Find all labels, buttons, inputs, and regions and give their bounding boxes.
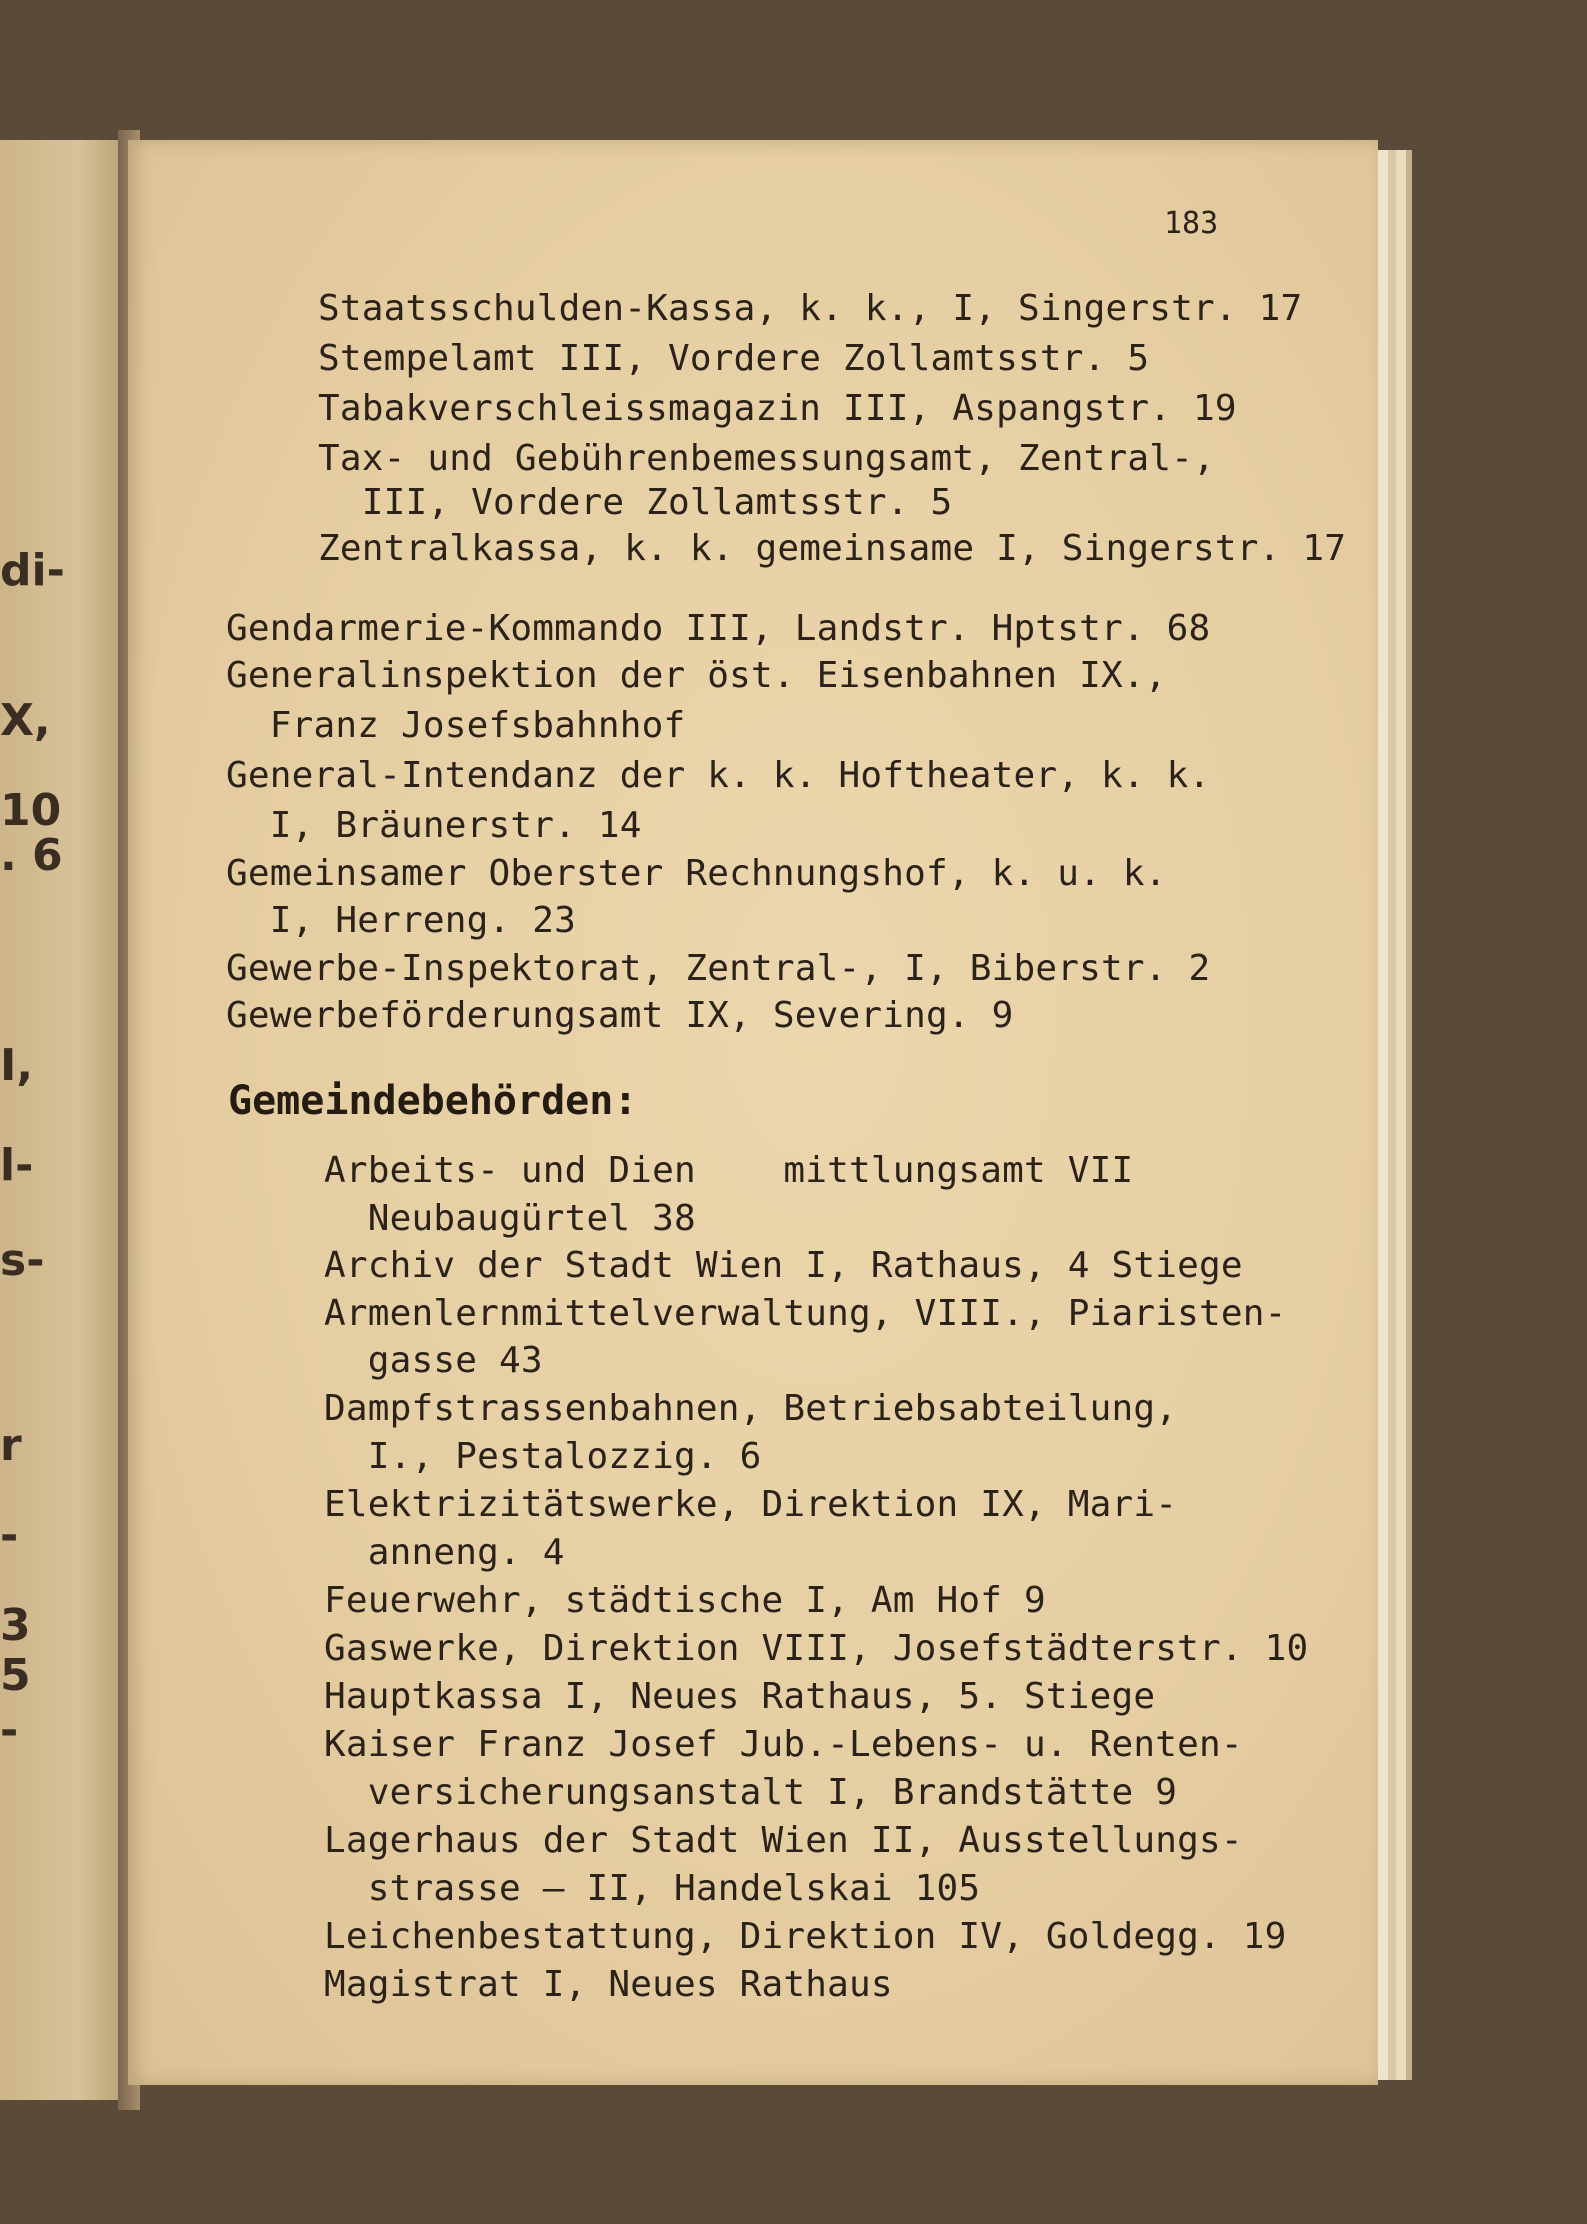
directory-entry: Leichenbestattung, Direktion IV, Goldegg. 19	[324, 1916, 1287, 1957]
left-page-fragment: r	[0, 1420, 22, 1471]
directory-entry-continuation: I, Bräunerstr. 14	[226, 805, 642, 846]
directory-entry-continuation: gasse 43	[324, 1340, 543, 1381]
section-heading: Gemeindebehörden:	[228, 1078, 638, 1124]
page-number: 183	[1164, 206, 1219, 241]
directory-entry: Kaiser Franz Josef Jub.-Lebens- u. Renten-	[324, 1724, 1243, 1765]
directory-entry: Feuerwehr, städtische I, Am Hof 9	[324, 1580, 1046, 1621]
left-page-fragment: 10	[0, 785, 62, 836]
left-page-fragment: s-	[0, 1235, 45, 1286]
directory-entry: Archiv der Stadt Wien I, Rathaus, 4 Stiege	[324, 1245, 1243, 1286]
directory-entry: Gewerbe-Inspektorat, Zentral-, I, Biberstr. 2	[226, 948, 1211, 989]
directory-entry: Tabakverschleissmagazin III, Aspangstr. 19	[318, 388, 1237, 429]
directory-entry-continuation: anneng. 4	[324, 1532, 565, 1573]
left-page-fragment: 3	[0, 1600, 31, 1651]
left-page-fragment: l-	[0, 1140, 34, 1191]
directory-entry: Hauptkassa I, Neues Rathaus, 5. Stiege	[324, 1676, 1156, 1717]
directory-entry: Armenlernmittelverwaltung, VIII., Piaristen-	[324, 1293, 1287, 1334]
directory-entry: Arbeits- und Dien mittlungsamt VII	[324, 1150, 1134, 1191]
directory-entry: Zentralkassa, k. k. gemeinsame I, Singerstr. 17	[318, 528, 1347, 569]
left-page-fragment: I,	[0, 1040, 34, 1091]
directory-entry: Elektrizitätswerke, Direktion IX, Mari-	[324, 1484, 1178, 1525]
directory-entry-continuation: I., Pestalozzig. 6	[324, 1436, 762, 1477]
directory-entry-continuation: Neubaugürtel 38	[324, 1198, 696, 1239]
directory-entry: Staatsschulden-Kassa, k. k., I, Singerstr. 17	[318, 288, 1303, 329]
directory-entry-continuation: Franz Josefsbahnhof	[226, 705, 686, 746]
directory-entry-continuation: versicherungsanstalt I, Brandstätte 9	[324, 1772, 1178, 1813]
directory-entry: Tax- und Gebührenbemessungsamt, Zentral-,	[318, 438, 1215, 479]
left-page-fragment: 5	[0, 1650, 31, 1701]
directory-entry-continuation: I, Herreng. 23	[226, 900, 576, 941]
page-edge	[1406, 150, 1412, 2080]
page-edge	[1388, 150, 1396, 2080]
directory-entry: Dampfstrassenbahnen, Betriebsabteilung,	[324, 1388, 1178, 1429]
directory-entry: Gendarmerie-Kommando III, Landstr. Hptstr. 68	[226, 608, 1211, 649]
directory-entry: Gewerbeförderungsamt IX, Severing. 9	[226, 995, 1014, 1036]
directory-entry: Gemeinsamer Oberster Rechnungshof, k. u. k.	[226, 853, 1167, 894]
directory-entry: Stempelamt III, Vordere Zollamtsstr. 5	[318, 338, 1150, 379]
page-edge	[1378, 150, 1388, 2080]
left-page-fragment: di-	[0, 545, 65, 596]
directory-entry: Magistrat I, Neues Rathaus	[324, 1964, 893, 2005]
left-page-fragment: . 6	[0, 830, 63, 881]
left-page	[0, 140, 130, 2100]
directory-entry-continuation: III, Vordere Zollamtsstr. 5	[318, 482, 953, 523]
page-edge	[1396, 150, 1406, 2080]
left-page-fragment: -	[0, 1705, 19, 1756]
directory-entry-continuation: strasse — II, Handelskai 105	[324, 1868, 981, 1909]
directory-entry: General-Intendanz der k. k. Hoftheater, k. k.	[226, 755, 1211, 796]
directory-entry: Gaswerke, Direktion VIII, Josefstädterstr. 10	[324, 1628, 1309, 1669]
left-page-fragment: X,	[0, 695, 51, 746]
left-page-fragment: -	[0, 1510, 19, 1561]
directory-entry: Lagerhaus der Stadt Wien II, Ausstellungs-	[324, 1820, 1243, 1861]
directory-entry: Generalinspektion der öst. Eisenbahnen IX.,	[226, 655, 1167, 696]
